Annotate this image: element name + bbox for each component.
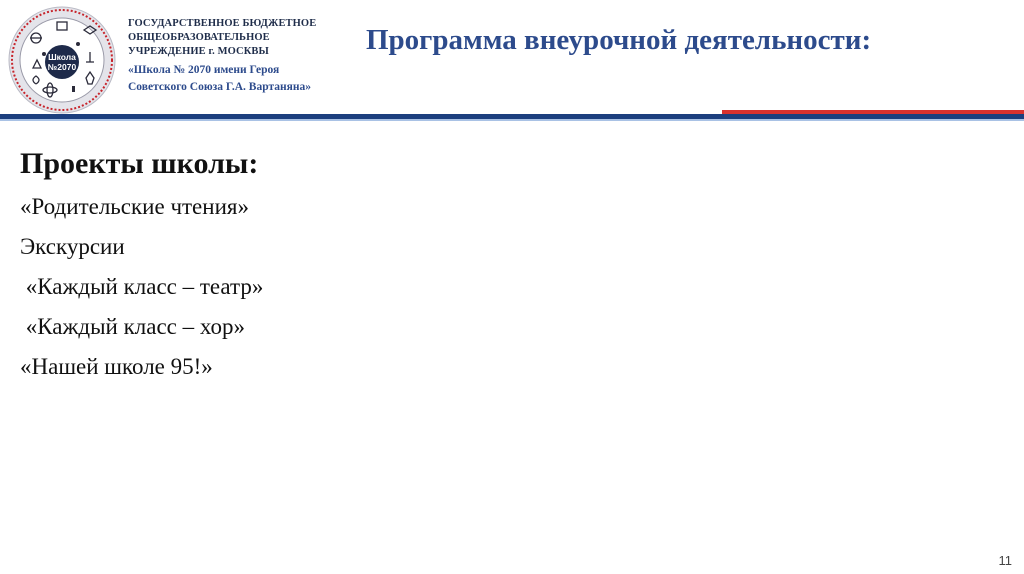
slide-title: Программа внеурочной деятельности: xyxy=(366,24,872,56)
list-item: «Каждый класс – театр» xyxy=(20,274,264,299)
school-name-line: «Школа № 2070 имени Героя xyxy=(128,64,280,76)
list-item: «Каждый класс – хор» xyxy=(20,314,246,339)
svg-text:№2070: №2070 xyxy=(47,62,77,72)
school-name-line: Советского Союза Г.А. Вартаняна» xyxy=(128,81,311,93)
org-line: ГОСУДАРСТВЕННОЕ БЮДЖЕТНОЕ xyxy=(128,18,317,29)
school-name xyxy=(128,62,368,96)
header-divider-light xyxy=(0,119,1024,121)
page-number: 11 xyxy=(998,553,1012,568)
list-item: «Нашей школе 95!» xyxy=(20,354,213,379)
list-item: Экскурсии xyxy=(20,234,125,259)
svg-text:Школа: Школа xyxy=(48,52,76,62)
content-heading: Проекты школы: xyxy=(20,147,259,180)
organization-name xyxy=(128,17,368,96)
list-item: «Родительские чтения» xyxy=(20,194,249,219)
org-line: ОБЩЕОБРАЗОВАТЕЛЬНОЕ xyxy=(128,32,270,43)
org-line: УЧРЕЖДЕНИЕ г. МОСКВЫ xyxy=(128,46,269,57)
slide-content xyxy=(20,146,920,394)
school-emblem-icon xyxy=(6,4,118,116)
